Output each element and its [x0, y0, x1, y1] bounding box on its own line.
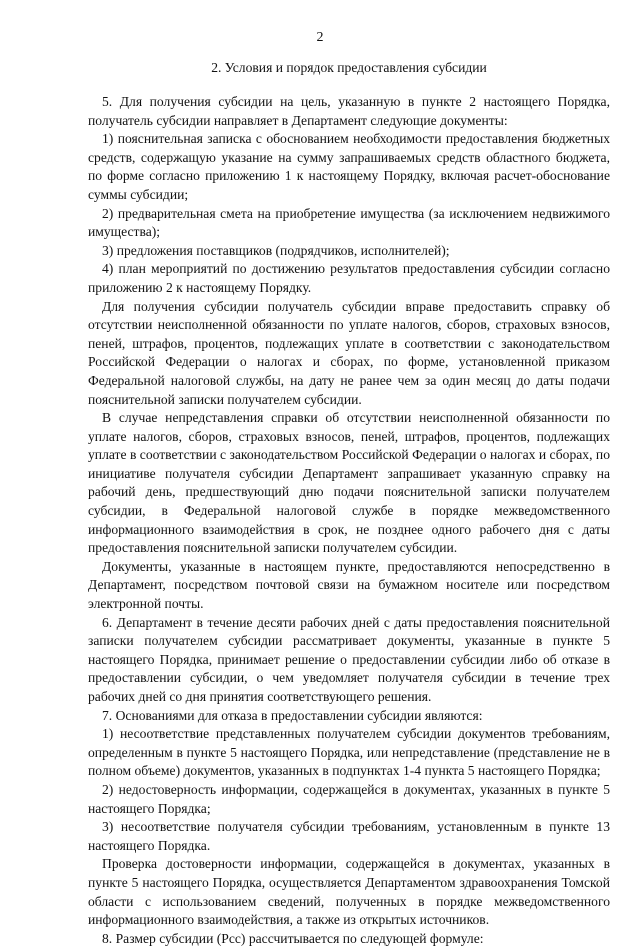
list-item-estimate: 2) предварительная смета на приобретение имущества (за исключением недвижимого имущества);: [88, 205, 610, 240]
list-item-explanatory-note: 1) пояснительная записка с обоснованием необходимости предоставления бюджетных средств, содержащую указание на сумму запрашиваемых средств областного бюджета, по форме согласно приложению 1 к настоящему Порядку, включая расчет-обоснование суммы субсидии;: [88, 131, 610, 202]
paragraph-tax-certificate: Для получения субсидии получатель субсидии вправе предоставить справку об отсутствии неисполненной обязанности по уплате налогов, сборов, страховых взносов, пеней, штрафов, процентов, подлежащих уплате в соответствии с законодательством Российской Федерации о налогах и сборах, по форме, установленной приказом Федеральной налоговой службы, на дату не ранее чем за один месяц до даты подачи пояснительной записки получателем субсидии.: [88, 298, 610, 407]
section-title: 2. Условия и порядок предоставления субсидии: [211, 60, 487, 75]
page-number: 2: [316, 30, 324, 45]
list-item-noncompliance: 1) несоответствие представленных получателем субсидии документов требованиям, определенным в пункте 5 настоящего Порядка, или непредставление (представление не в полном объеме) документов, указанных в подпунктах 1-4 пункта 5 настоящего Порядка;: [88, 726, 610, 779]
paragraph-8-formula-intro: 8. Размер субсидии (Рсс) рассчитывается по следующей формуле:: [102, 930, 484, 946]
list-item-unreliable-info: 2) недостоверность информации, содержащейся в документах, указанных в пункте 5 настоящего Порядка;: [88, 781, 610, 816]
paragraph-certificate-request: В случае непредставления справки об отсутствии неисполненной обязанности по уплате налогов, сборов, страховых взносов, пеней, штрафов, процентов, подлежащих уплате в соответствии с законодательством Российской Федерации о налогах и сборах, по инициативе получателя субсидии Департамент запрашивает указанную справку на рабочий день, предшествующий дню подачи пояснительной записки получателем субсидии, в Федеральной налоговой службе в порядке межведомственного информационного взаимодействия в срок, не позднее одного рабочего дня с даты предоставления пояснительной записки получателем субсидии.: [88, 410, 610, 556]
list-item-recipient-requirements: 3) несоответствие получателя субсидии требованиям, установленным в пункте 13 настоящего Порядка.: [88, 819, 610, 853]
paragraph-7-refusal-grounds: 7. Основаниями для отказа в предоставлении субсидии являются:: [102, 707, 483, 723]
paragraph-verification: Проверка достоверности информации, содержащейся в документах, указанных в пункте 5 настоящего Порядка, осуществляется Департаментом здравоохранения Томской области с использованием сведений, полученных в порядке межведомственного информационного взаимодействия, а также из открытых источников.: [88, 856, 610, 928]
paragraph-5-intro: 5. Для получения субсидии на цель, указанную в пункте 2 настоящего Порядка, получатель субсидии направляет в Департамент следующие документы:: [88, 94, 610, 128]
document-body: [88, 93, 610, 948]
list-item-supplier-offers: 3) предложения поставщиков (подрядчиков, исполнителей);: [102, 242, 450, 258]
paragraph-6-decision: 6. Департамент в течение десяти рабочих дней с даты предоставления пояснительной записки получателем субсидии рассматривает документы, указанные в пункте 5 настоящего Порядка, принимает решение о предоставлении субсидии либо об отказе в предоставлении субсидии, о чем уведомляет получателя субсидии в течение трех рабочих дней со дня принятия соответствующего решения.: [88, 614, 610, 704]
paragraph-document-submission: Документы, указанные в настоящем пункте, предоставляются непосредственно в Департамент, посредством почтовой связи на бумажном носителе или посредством электронной почты.: [88, 558, 610, 612]
list-item-action-plan: 4) план мероприятий по достижению результатов предоставления субсидии согласно приложению 2 к настоящему Порядку.: [88, 261, 610, 295]
